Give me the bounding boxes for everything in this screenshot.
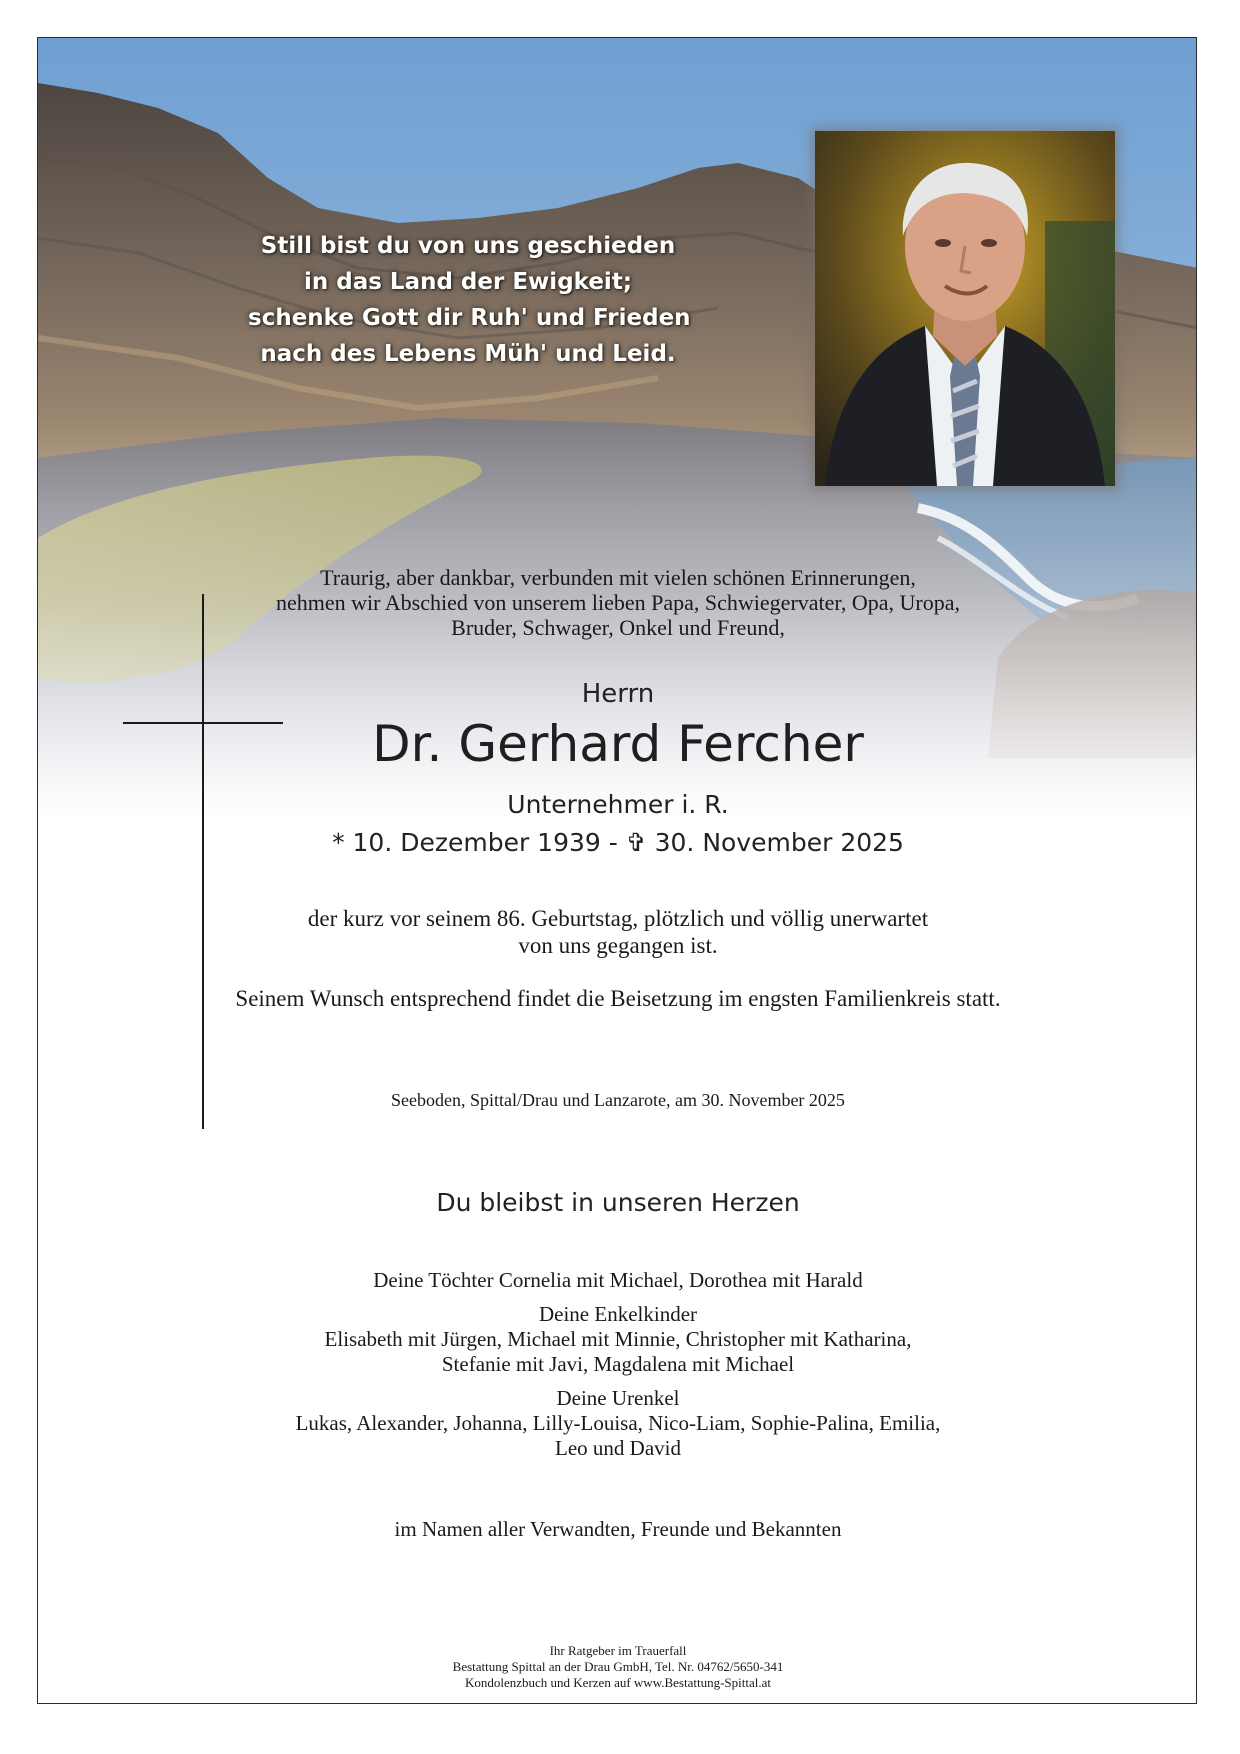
grandchildren-line: Stefanie mit Javi, Magdalena mit Michael — [441, 1352, 795, 1376]
footer-line: Ihr Ratgeber im Trauerfall — [549, 1643, 687, 1658]
poem-line: nach des Lebens Müh' und Leid. — [260, 341, 676, 367]
funeral-home-footer — [38, 1643, 1197, 1691]
salutation: Herrn — [581, 679, 655, 709]
intro-text — [38, 565, 1197, 640]
burial-notice: Seinem Wunsch entsprechend findet die Beisetzung im engsten Familienkreis statt. — [235, 986, 1001, 1011]
great-grandchildren-line: Leo und David — [555, 1436, 681, 1460]
grandchildren-group — [38, 1302, 1197, 1377]
grandchildren-line: Elisabeth mit Jürgen, Michael mit Minnie, Christopher mit Katharina, — [324, 1327, 912, 1351]
grandchildren-heading: Deine Enkelkinder — [538, 1302, 698, 1326]
closing-line: im Namen aller Verwandten, Freunde und Bekannten — [394, 1517, 842, 1541]
portrait-illustration — [815, 131, 1115, 486]
passing-line: von uns gegangen ist. — [518, 933, 718, 958]
life-dates: * 10. Dezember 1939 - ✞ 30. November 2025 — [332, 828, 904, 857]
intro-line: Bruder, Schwager, Onkel und Freund, — [451, 615, 785, 640]
great-grandchildren-group — [38, 1386, 1197, 1461]
poem-line: Still bist du von uns geschieden — [260, 233, 676, 259]
passing-line: der kurz vor seinem 86. Geburtstag, plötzlich und völlig unerwartet — [307, 906, 929, 931]
poem-line: in das Land der Ewigkeit; — [303, 269, 633, 295]
footer-line: Bestattung Spittal an der Drau GmbH, Tel. Nr. 04762/5650-341 — [452, 1659, 784, 1674]
daughters-group — [38, 1268, 1197, 1293]
daughters-line: Deine Töchter Cornelia mit Michael, Dorothea mit Harald — [373, 1268, 863, 1292]
great-grandchildren-line: Lukas, Alexander, Johanna, Lilly-Louisa, Nico-Liam, Sophie-Palina, Emilia, — [295, 1411, 941, 1435]
family-list — [38, 1268, 1197, 1470]
place-and-date: Seeboden, Spittal/Drau und Lanzarote, am 30. November 2025 — [391, 1090, 845, 1110]
deceased-name: Dr. Gerhard Fercher — [372, 715, 864, 773]
deceased-title: Unternehmer i. R. — [507, 790, 729, 819]
memorial-cross-vertical — [202, 594, 204, 1129]
footer-line: Kondolenzbuch und Kerzen auf www.Bestattung-Spittal.at — [464, 1675, 772, 1690]
intro-line: nehmen wir Abschied von unserem lieben Papa, Schwiegervater, Opa, Uropa, — [276, 590, 960, 615]
obituary-sheet — [37, 37, 1197, 1704]
great-grandchildren-heading: Deine Urenkel — [556, 1386, 680, 1410]
intro-line: Traurig, aber dankbar, verbunden mit vielen schönen Erinnerungen, — [320, 565, 916, 590]
portrait-photo — [815, 131, 1115, 486]
poem-line: schenke Gott dir Ruh' und Frieden — [248, 305, 691, 331]
passing-notice — [38, 905, 1197, 959]
memorial-poem — [248, 228, 691, 372]
motto: Du bleibst in unseren Herzen — [436, 1188, 800, 1217]
